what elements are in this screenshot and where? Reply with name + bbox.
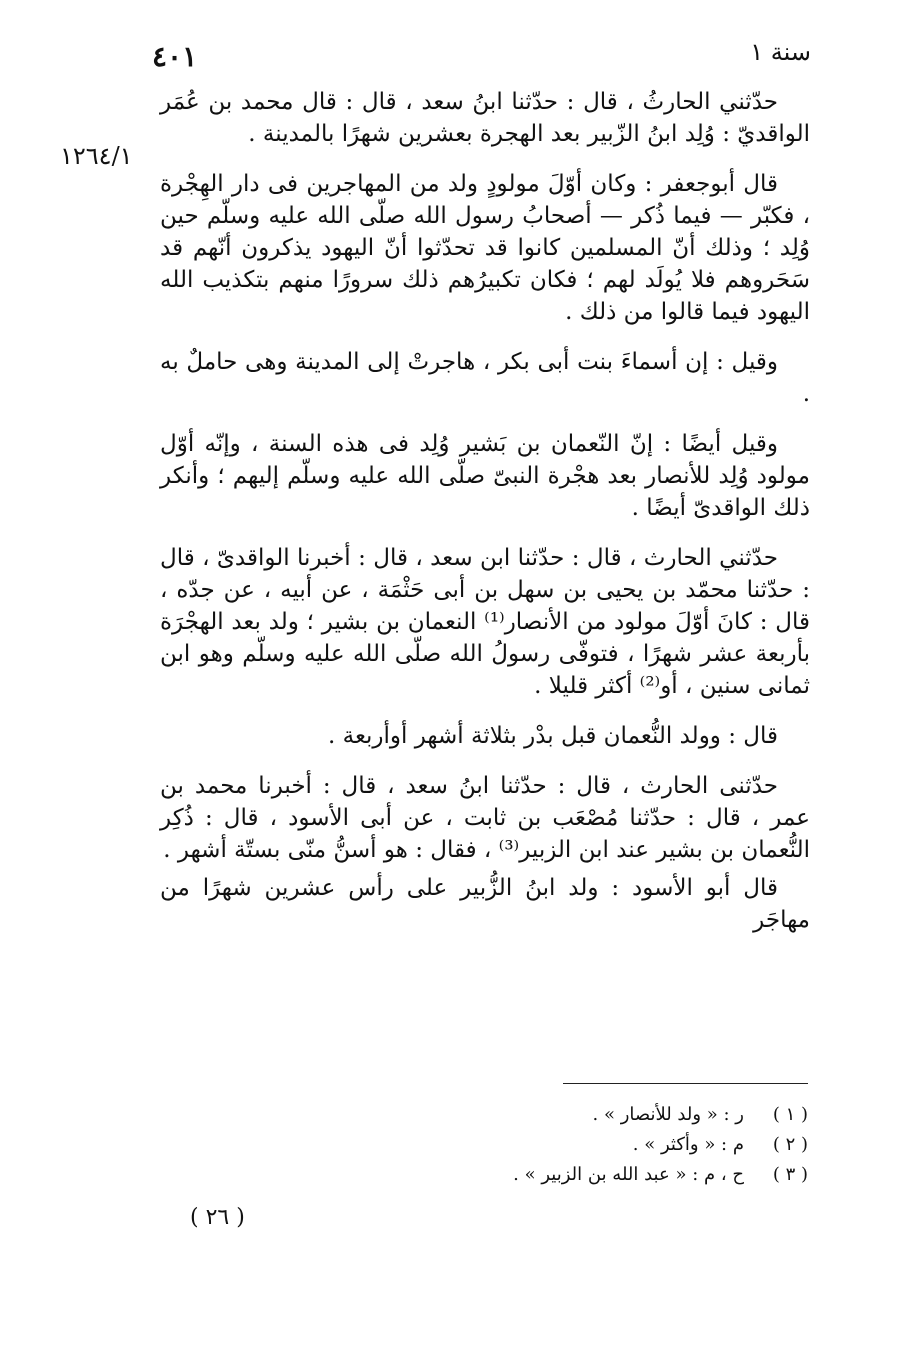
footnote bbox=[300, 1130, 808, 1160]
footnote-text: ر : « ولد للأنصار » . bbox=[592, 1104, 744, 1125]
footnote-text: م : « وأكثر » . bbox=[632, 1134, 744, 1155]
main-text bbox=[160, 86, 810, 954]
footnote-text: ح ، م : « عبد الله بن الزبير » . bbox=[513, 1164, 744, 1185]
footnote-number: ( ٢ ) bbox=[772, 1134, 808, 1155]
footnote-number: ( ١ ) bbox=[772, 1104, 808, 1125]
paragraph: قال أبوجعفر : وكان أوّلَ مولودٍ ولد من المهاجرين فى دار الهِجْرة ، فكبّر — فيما ذُكر — أصحابُ رسول الله صلّى الله عليه وسلّم حين وُلِد ؛ وذلك أنّ المسلمين كانوا قد تحدّثوا أنّ اليهود يذكرون أنّهم قد سَحَروهم فلا يُولَد لهم ؛ فكان تكبيرُهم ذلك سرورًا منهم بتكذيب الله اليهود فيما قالوا من ذلك . bbox=[160, 171, 810, 325]
footnote bbox=[300, 1160, 808, 1190]
paragraph: حدّثني الحارث ، قال : حدّثنا ابن سعد ، قال : أخبرنا الواقدىّ ، قال : حدّثنا محمّد بن يحيى بن سهل بن أبى حَثْمَة ، عن أبيه ، عن جدّه ، قال : كانَ أوّلَ مولود من الأنصار⁽¹⁾ النعمان بن بشير ؛ ولد بعد الهجْرَة بأربعة عشر شهرًا ، فتوفّى رسولُ الله صلّى الله عليه وسلّم وهو ابن ثمانى سنين ، أو⁽²⁾ أكثر قليلا . bbox=[160, 545, 810, 699]
paragraph: وقيل أيضًا : إنّ النّعمان بن بَشير وُلِد فى هذه السنة ، وإنّه أوّل مولود وُلِد للأنصار بعد هجْرة النبىّ صلّى الله عليه وسلّم إليهم ؛ وأنكر ذلك الواقدىّ أيضًا . bbox=[160, 431, 810, 521]
footnote-number: ( ٣ ) bbox=[772, 1164, 808, 1185]
footnote-divider bbox=[563, 1083, 808, 1084]
paragraph: قال : وولد النُّعمان قبل بدْر بثلاثة أشهر أوأربعة . bbox=[327, 723, 778, 749]
paragraph: حدّثنى الحارث ، قال : حدّثنا ابنُ سعد ، قال : أخبرنا محمد بن عمر ، قال : حدّثنا مُصْعَب بن ثابت ، عن أبى الأسود ، قال : ذُكِر النُّعمان بن بشير عند ابن الزبير⁽³⁾ ، فقال : هو أسنُّ منّى بستّة أشهر . bbox=[160, 773, 810, 863]
page-footer-number: ( ٢٦ ) bbox=[190, 1205, 245, 1230]
footnote bbox=[300, 1100, 808, 1130]
paragraph: حدّثني الحارثُ ، قال : حدّثنا ابنُ سعد ، قال : قال محمد بن عُمَر الواقديّ : وُلِد ابنُ الزّبير بعد الهجرة بعشرين شهرًا بالمدينة . bbox=[160, 89, 810, 147]
footnotes bbox=[300, 1100, 808, 1190]
margin-reference: ١٢٦٤/١ bbox=[60, 142, 133, 170]
paragraph: قال أبو الأسود : ولد ابنُ الزُّبير على رأس عشرين شهرًا من مهاجَر bbox=[160, 875, 810, 933]
year-label: سنة ١ bbox=[750, 38, 811, 66]
paragraph: وقيل : إن أسماءَ بنت أبى بكر ، هاجرتْ إلى المدينة وهى حاملٌ به . bbox=[160, 349, 810, 407]
page-number: ٤٠١ bbox=[152, 40, 198, 73]
